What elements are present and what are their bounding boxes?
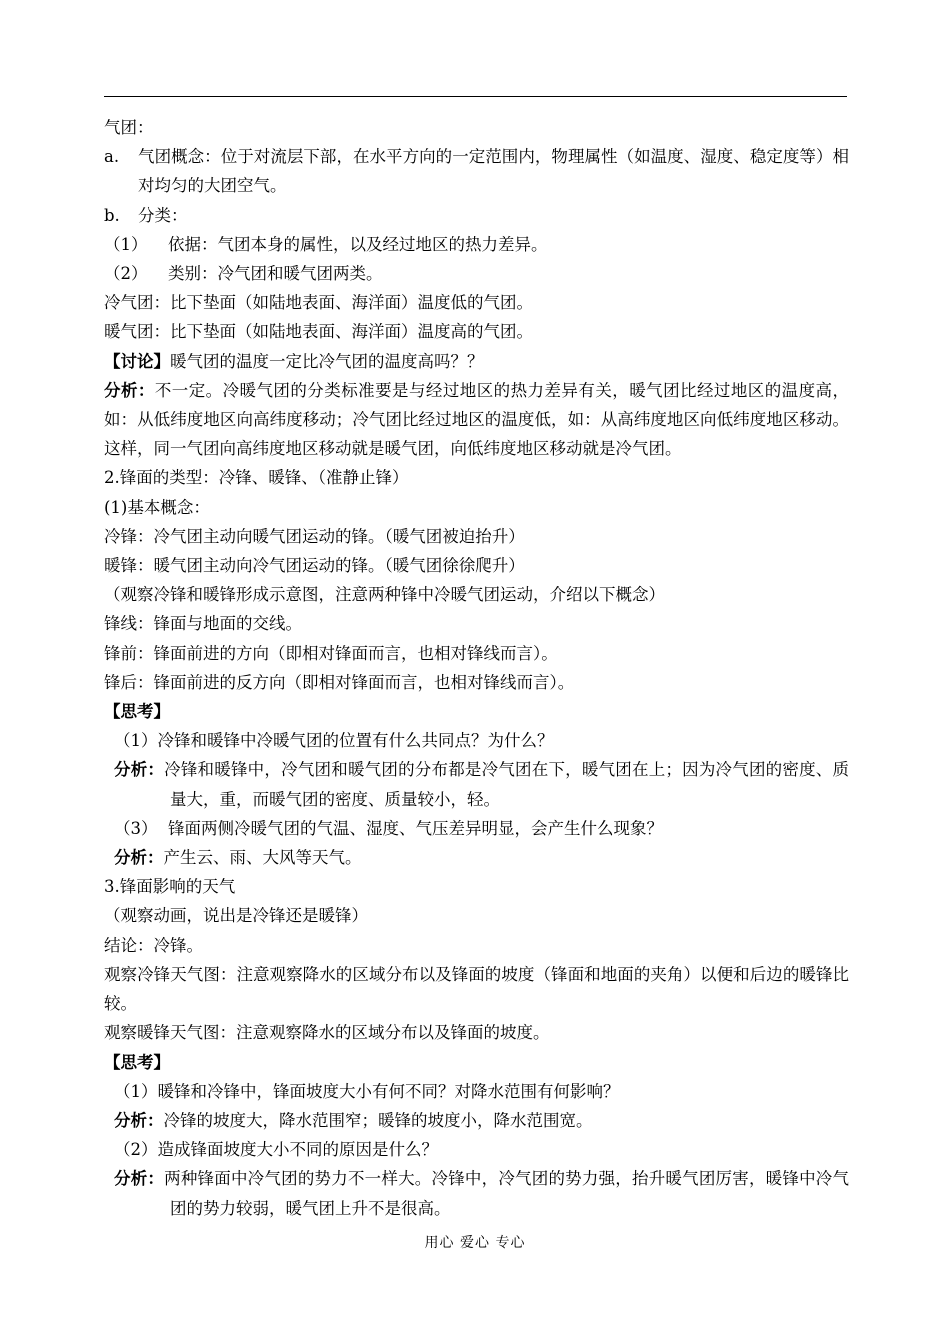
item-a-text: 气团概念：位于对流层下部，在水平方向的一定范围内，物理属性（如温度、湿度、稳定度等）相对均匀的大团空气。 [138,147,849,196]
item-a-concept [104,142,849,200]
line-warm-front: 暖锋：暖气团主动向冷气团运动的锋。（暖气团徐徐爬升） [104,556,525,576]
think-analysis-cause [104,1164,849,1222]
item-basis-marker: （1） [104,234,148,254]
analysis-text: 不一定。冷暖气团的分类标准要是与经过地区的热力差异有关，暖气团比经过地区的温度高，如：从低纬度地区向高纬度移动；冷气团比经过地区的温度低，如：从高纬度地区向低纬度地区移动。这样，同一气团向高纬度地区移动就是暖气团，向低纬度地区移动就是冷气团。 [104,380,850,459]
line-warm-air-mass: 暖气团：比下垫面（如陆地表面、海洋面）温度高的气团。 [104,322,533,342]
line-front-line: 锋线：锋面与地面的交线。 [104,614,302,634]
item-b-marker: b. [104,205,120,225]
line-conclusion: 结论：冷锋。 [104,935,203,955]
discussion-text: 暖气团的温度一定比冷气团的温度高吗？？ [170,351,484,371]
item-b-text: 分类： [138,205,188,225]
line-observe-note: （观察冷锋和暖锋形成示意图，注意两种锋中冷暖气团运动，介绍以下概念） [104,585,665,605]
think-heading-2: 【思考】 [104,1052,170,1072]
think-analysis-slope [104,1106,849,1135]
discussion-question [104,347,849,376]
analysis-label: 分析： [114,1169,165,1189]
think-analysis-1 [104,755,849,813]
item-category [104,259,849,288]
line-front-ahead: 锋前：锋面前进的方向（即相对锋面而言，也相对锋线而言）。 [104,643,558,663]
analysis-label: 分析： [114,848,164,868]
discussion-analysis [104,376,849,464]
question-3-marker: （3） [114,818,158,838]
item-a-marker: a. [104,147,120,167]
line-air-mass-heading: 气团： [104,118,154,137]
think-question-3 [104,814,849,843]
line-front-behind: 锋后：锋面前进的反方向（即相对锋面而言，也相对锋线而言）。 [104,672,575,692]
analysis-label: 分析： [114,1110,164,1130]
analysis-text: 冷锋的坡度大，降水范围窄；暖锋的坡度小，降水范围宽。 [163,1110,593,1130]
item-category-text: 类别：冷气团和暖气团两类。 [168,264,383,284]
page-footer: 用心 爱心 专心 [424,1235,526,1251]
item-b-classification [104,201,849,230]
analysis-text: 冷锋和暖锋中，冷气团和暖气团的分布都是冷气团在下，暖气团在上；因为冷气团的密度、质量大，重，而暖气团的密度、质量较小，轻。 [164,760,850,809]
item-basis [104,230,849,259]
think-analysis-3 [104,843,849,872]
section-front-weather: 3.锋面影响的天气 [104,877,236,897]
line-cold-air-mass: 冷气团：比下垫面（如陆地表面、海洋面）温度低的气团。 [104,293,533,313]
item-basis-text: 依据：气团本身的属性，以及经过地区的热力差异。 [168,234,548,254]
discussion-label: 【讨论】 [104,351,170,371]
document-body [104,113,849,1223]
analysis-text: 产生云、雨、大风等天气。 [163,848,362,868]
line-cold-front: 冷锋：冷气团主动向暖气团运动的锋。（暖气团被迫抬升） [104,526,525,546]
think-question-1: （1）冷锋和暖锋中冷暖气团的位置有什么共同点？为什么？ [114,731,554,751]
section-front-types: 2.锋面的类型：冷锋、暖锋、（准静止锋） [104,468,409,488]
line-observe-cold-front-map: 观察冷锋天气图：注意观察降水的区域分布以及锋面的坡度（锋面和地面的夹角）以便和后边的暖锋比较。 [104,964,849,1014]
analysis-text: 两种锋面中冷气团的势力不一样大。冷锋中，冷气团的势力强，抬升暖气团厉害，暖锋中冷气团的势力较弱，暖气团上升不是很高。 [164,1169,850,1218]
question-3-text: 锋面两侧冷暖气团的气温、湿度、气压差异明显，会产生什么现象？ [168,818,663,838]
line-observe-warm-front-map: 观察暖锋天气图：注意观察降水的区域分布以及锋面的坡度。 [104,1023,550,1043]
think-question-cause: （2）造成锋面坡度大小不同的原因是什么？ [114,1140,438,1160]
item-category-marker: （2） [104,264,148,284]
think-question-slope: （1）暖锋和冷锋中，锋面坡度大小有何不同？对降水范围有何影响？ [114,1081,620,1101]
analysis-label: 分析： [114,760,165,780]
think-heading-1: 【思考】 [104,702,170,722]
line-observe-animation: （观察动画，说出是冷锋还是暖锋） [104,906,368,926]
header-rule [104,96,847,97]
analysis-label: 分析： [104,380,155,400]
subsection-basic-concepts: (1)基本概念： [104,497,210,517]
